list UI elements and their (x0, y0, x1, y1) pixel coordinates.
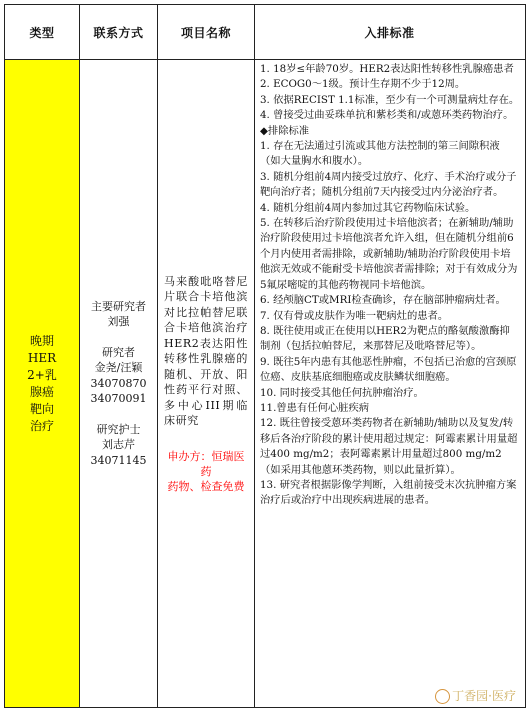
logo-icon (435, 689, 450, 704)
criteria-item: 11.曾患有任何心脏疾病 (260, 401, 370, 414)
project-cell (158, 60, 255, 707)
sponsor-note (164, 449, 248, 494)
researcher-names: 金尧/汪颖 (94, 361, 143, 375)
header-contact: 联系方式 (80, 5, 158, 59)
criteria-item: ◆排除标准 (260, 124, 310, 137)
trial-table (4, 4, 526, 708)
criteria-item: 3. 依据RECIST 1.1标准，至少有一个可测量病灶存在。 (260, 93, 520, 106)
watermark-text: 丁香园·医疗 (452, 689, 516, 703)
sponsor-line: 药物、检查免费 (167, 479, 245, 493)
criteria-item: 4. 随机分组前4周内参加过其它药物临床试验。 (260, 201, 476, 214)
criteria-item: 3. 随机分组前4周内接受过放疗、化疗、手术治疗或分子靶向治疗者；随机分组前7天内接受过内分泌治疗者。 (260, 170, 517, 199)
nurse-label: 研究护士 (96, 422, 141, 436)
header-type: 类型 (5, 5, 80, 59)
pi-name: 刘强 (107, 315, 130, 329)
contact-info (89, 299, 149, 469)
nurse-name: 刘志芹 (102, 438, 135, 452)
criteria-item: 9. 既往5年内患有其他恶性肿瘤，不包括已治愈的宫颈原位癌、皮肤基底细胞癌或皮肤鳞状细胞癌。 (260, 355, 517, 384)
criteria-item: 8. 既往使用或正在使用以HER2为靶点的酪氨酸激酶抑制剂（包括拉帕替尼，来那替尼及吡咯替尼等）。 (260, 324, 510, 353)
criteria-cell (255, 60, 524, 707)
researcher-label: 研究者 (102, 345, 135, 359)
phone-1: 34070870 (90, 376, 147, 390)
contact-cell (80, 60, 158, 707)
criteria-item: 4. 曾接受过曲妥珠单抗和紫杉类和/或蒽环类药物治疗。 (260, 109, 514, 122)
header-criteria: 入排标准 (364, 25, 415, 40)
header-project: 项目名称 (158, 5, 255, 59)
criteria-item: 12. 既往曾接受蒽环类药物者在新辅助/辅助以及复发/转移后各治疗阶段的累计使用超过规定：阿霉素累计用量超过400 mg/m2；表阿霉素累计用量超过800 mg/m2（如采用其他蒽环类药物，则以此量折算）。 (260, 417, 518, 476)
table-header-row (5, 5, 525, 60)
sponsor-line: 申办方：恒瑞医药 (167, 449, 245, 478)
pi-label: 主要研究者 (91, 299, 146, 313)
phone-2: 34070091 (90, 392, 147, 406)
criteria-item: 7. 仅有骨或皮肤作为唯一靶病灶的患者。 (260, 309, 449, 322)
watermark (435, 687, 516, 704)
table-row (5, 60, 525, 707)
nurse-phone: 34071145 (90, 453, 147, 467)
type-cell (5, 60, 80, 707)
criteria-item: 13. 研究者根据影像学判断，入组前接受末次抗肿瘤方案治疗后或治疗中出现疾病进展的患者。 (260, 478, 517, 507)
type-text: 晚期HER2+乳腺癌靶向治疗 (27, 333, 57, 433)
criteria-item: 1. 存在无法通过引流或其他方法控制的第三间隙积液（如大量胸水和腹水）。 (260, 140, 500, 168)
project-title: 马来酸吡咯替尼片联合卡培他滨对比拉帕替尼联合卡培他滨治疗 HER2表达阳性转移性乳腺癌的随机、开放、阳性药平行对照、多中心III期临床研究 (164, 274, 248, 427)
criteria-item: 2. ECOG0～1级。预计生存期不少于12周。 (260, 78, 466, 91)
criteria-item: 6. 经颅脑CT或MRI检查确诊，存在脑部肿瘤病灶者。 (260, 294, 506, 307)
criteria-item: 5. 在转移后治疗阶段使用过卡培他滨者；在新辅助/辅助治疗阶段使用过卡培他滨者允许入组，但在随机分组前6个月内使用者需排除，或新辅助/辅助治疗阶段使用卡培他滨无效或不能耐受卡培他滨者需排除；对于有效成分为5氟尿嘧啶的其他药物视同卡培他滨。 (260, 217, 518, 291)
criteria-item: 1. 18岁≤年龄70岁。HER2表达阳性转移性乳腺癌患者 (260, 63, 514, 75)
criteria-list (255, 60, 524, 509)
criteria-item: 10. 同时接受其他任何抗肿瘤治疗。 (260, 386, 424, 399)
